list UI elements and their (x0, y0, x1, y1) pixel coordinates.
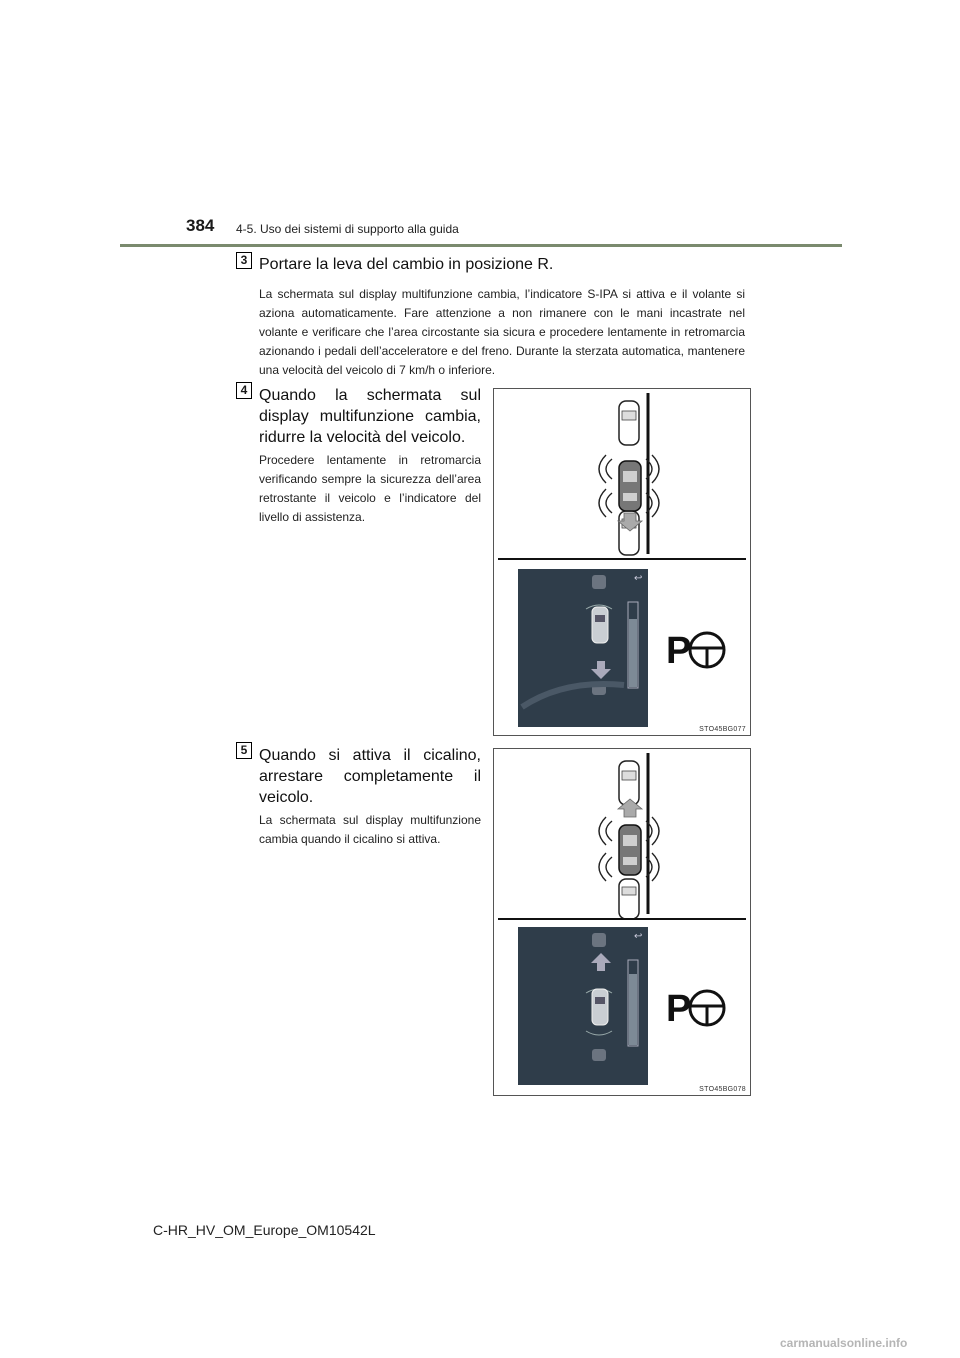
step-5-badge: 5 (236, 742, 252, 759)
return-symbol: ↩ (634, 573, 643, 584)
illustration-step-4 (493, 388, 751, 736)
watermark: carmanualsonline.info (780, 1336, 908, 1350)
step-5-heading: Quando si attiva il cicalino, arrestare completamente il veicolo. (259, 747, 481, 806)
return-symbol: ↩ (634, 931, 643, 942)
illustration-code: STO45BG078 (699, 1086, 746, 1093)
illustration-code: STO45BG077 (699, 726, 746, 733)
page-number: 384 (186, 216, 215, 235)
parking-assist-diagram (494, 389, 750, 735)
header-rule (120, 244, 842, 247)
step-4-badge: 4 (236, 382, 252, 399)
parking-assist-diagram (494, 749, 750, 1095)
step-3-body: La schermata sul display multifunzione cambia, l’indicatore S-IPA si attiva e il volante si aziona automaticamente. Fare attenzione a non rimanere con le mani incastrate nel volante e verificare che l’area circostante sia sicura e procedere lentamente in retromarcia azionando i pedali dell’acceleratore e del freno. Durante la sterzata automatica, mantenere una velocità del veicolo di 7 km/h o inferiore. (259, 287, 745, 377)
document-code: C-HR_HV_OM_Europe_OM10542L (153, 1222, 376, 1238)
step-5-body: La schermata sul display multifunzione cambia quando il cicalino si attiva. (259, 813, 481, 846)
section-title: 4-5. Uso dei sistemi di supporto alla guida (236, 222, 459, 236)
park-symbol: P (666, 630, 692, 672)
step-3-heading: Portare la leva del cambio in posizione R. (259, 256, 554, 273)
park-symbol: P (666, 988, 692, 1030)
step-4-body: Procedere lentamente in retromarcia verificando sempre la sicurezza dell’area retrostante il veicolo e l’indicatore del livello di assistenza. (259, 453, 481, 524)
step-3-badge: 3 (236, 252, 252, 269)
illustration-step-5 (493, 748, 751, 1096)
step-4-heading: Quando la schermata sul display multifunzione cambia, ridurre la velocità del veicolo. (259, 387, 481, 446)
